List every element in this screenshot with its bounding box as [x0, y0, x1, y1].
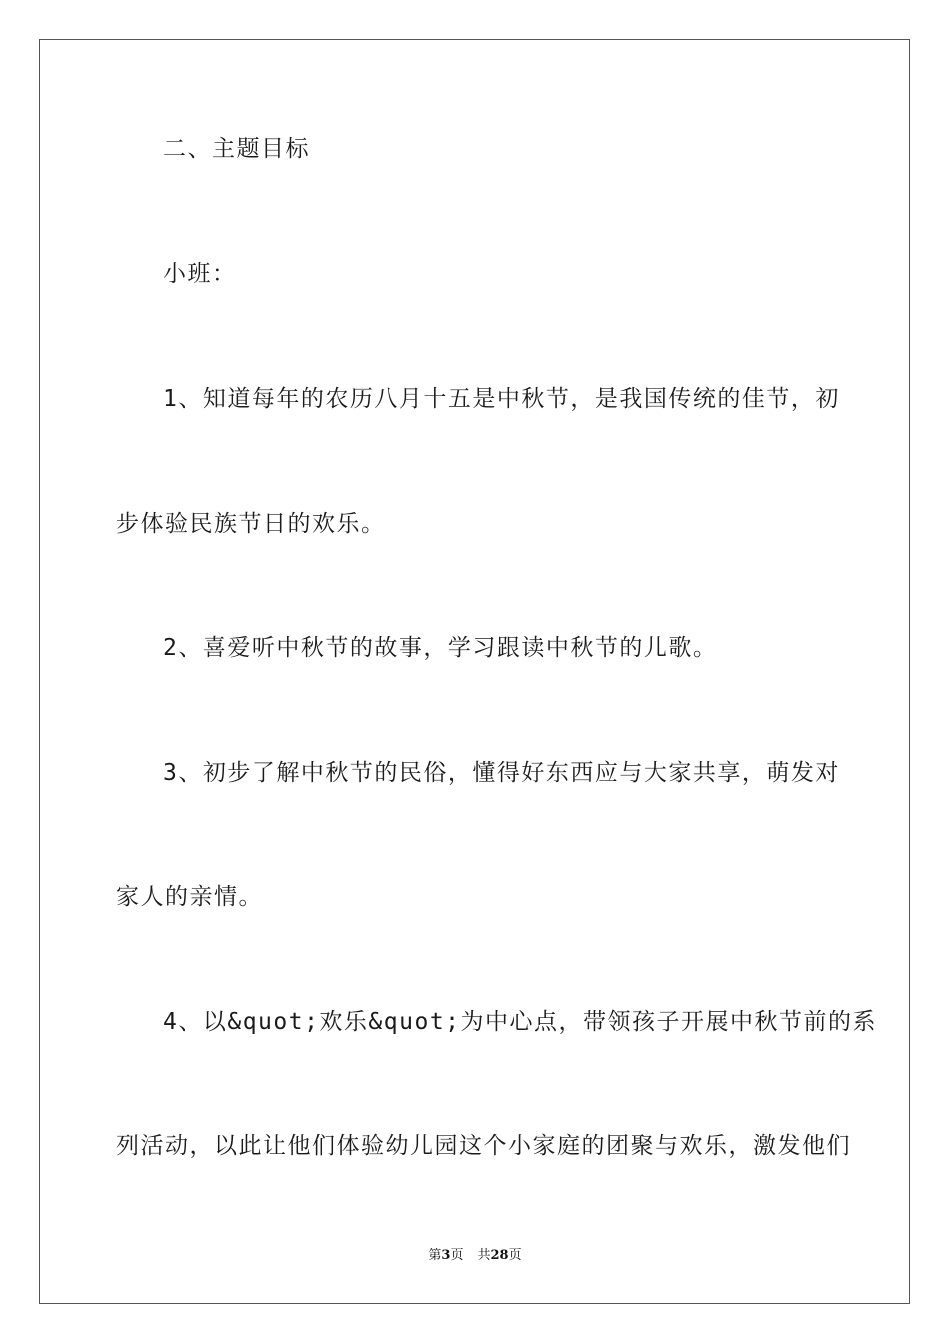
item-3-line-1: 3、初步了解中秋节的民俗，懂得好东西应与大家共享，萌发对 — [163, 760, 840, 786]
item-2-line-1: 2、喜爱听中秋节的故事，学习跟读中秋节的儿歌。 — [163, 635, 718, 661]
item-1-line-1: 1、知道每年的农历八月十五是中秋节，是我国传统的佳节，初 — [163, 386, 840, 412]
footer-page-total: 28 — [490, 1248, 509, 1263]
item-4-line-2: 列活动，以此让他们体验幼儿园这个小家庭的团聚与欢乐，激发他们 — [116, 1133, 851, 1159]
item-3-line-2: 家人的亲情。 — [116, 884, 263, 910]
footer-page-current: 3 — [441, 1248, 451, 1263]
footer-page-prefix: 第 — [428, 1248, 442, 1263]
class-label: 小班： — [163, 261, 237, 287]
item-1-line-2: 步体验民族节日的欢乐。 — [116, 511, 386, 537]
item-4-line-1: 4、以&quot;欢乐&quot;为中心点，带领孩子开展中秋节前的系 — [163, 1009, 878, 1035]
page-footer — [0, 1247, 950, 1265]
section-heading: 二、主题目标 — [163, 136, 310, 162]
footer-total-prefix: 共 — [477, 1248, 491, 1263]
page-border — [39, 39, 910, 1304]
footer-total-suffix: 页 — [508, 1248, 522, 1263]
footer-page-suffix: 页 — [450, 1248, 464, 1263]
